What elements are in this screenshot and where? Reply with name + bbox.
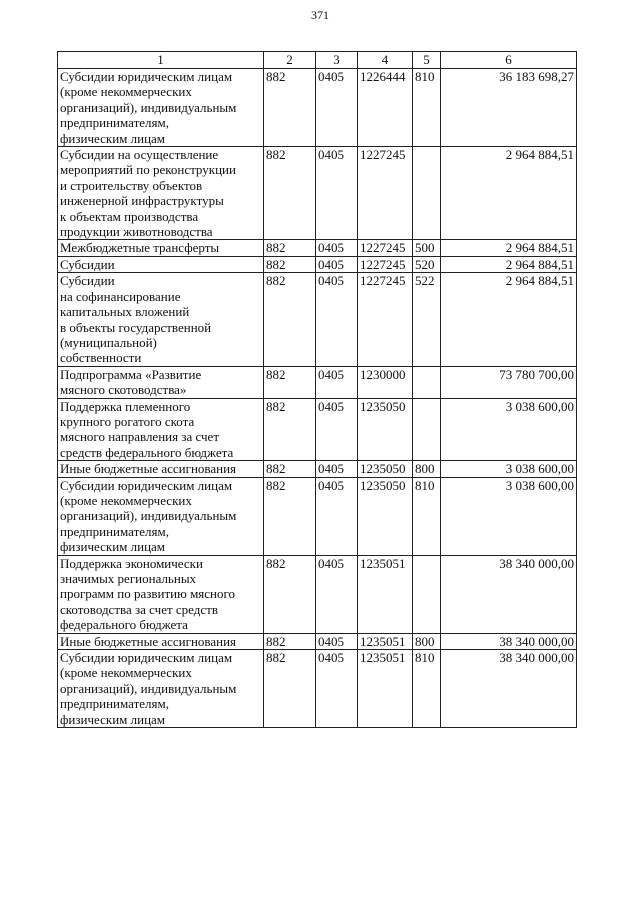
row-target-article: 1235050 (358, 461, 413, 477)
row-section: 0405 (316, 477, 358, 555)
row-target-article: 1235050 (358, 398, 413, 461)
row-target-article: 1235051 (358, 633, 413, 649)
row-section: 0405 (316, 366, 358, 398)
row-name: Межбюджетные трансферты (58, 240, 264, 256)
table-row (58, 240, 577, 256)
row-amount: 2 964 884,51 (441, 256, 577, 272)
row-name: Поддержка экономически значимых региональных программ по развитию мясного скотоводства за счет средств федерального бюджета (58, 555, 264, 633)
row-grbs: 882 (264, 366, 316, 398)
row-expense-type (413, 398, 441, 461)
row-name: Субсидии (58, 256, 264, 272)
row-target-article: 1226444 (358, 69, 413, 147)
header-col-5: 5 (413, 52, 441, 69)
row-name: Поддержка племенного крупного рогатого скота мясного направления за счет средств федерального бюджета (58, 398, 264, 461)
row-amount: 3 038 600,00 (441, 477, 577, 555)
row-grbs: 882 (264, 477, 316, 555)
table-row (58, 147, 577, 240)
row-section: 0405 (316, 398, 358, 461)
row-name: Подпрограмма «Развитие мясного скотоводства» (58, 366, 264, 398)
table-row (58, 477, 577, 555)
table-row (58, 366, 577, 398)
row-grbs: 882 (264, 240, 316, 256)
row-expense-type: 810 (413, 69, 441, 147)
row-target-article: 1227245 (358, 256, 413, 272)
row-target-article: 1230000 (358, 366, 413, 398)
row-amount: 36 183 698,27 (441, 69, 577, 147)
row-expense-type: 810 (413, 650, 441, 728)
row-expense-type (413, 555, 441, 633)
row-name: Субсидии юридическим лицам (кроме некоммерческих организаций), индивидуальным предпринимателям, физическим лицам (58, 69, 264, 147)
row-section: 0405 (316, 147, 358, 240)
row-expense-type: 800 (413, 461, 441, 477)
row-grbs: 882 (264, 398, 316, 461)
table-row (58, 555, 577, 633)
header-col-3: 3 (316, 52, 358, 69)
row-section: 0405 (316, 650, 358, 728)
row-target-article: 1235050 (358, 477, 413, 555)
row-name: Иные бюджетные ассигнования (58, 633, 264, 649)
row-section: 0405 (316, 633, 358, 649)
table-header (58, 52, 577, 69)
row-expense-type: 500 (413, 240, 441, 256)
page-number: 371 (311, 8, 329, 22)
header-col-1: 1 (58, 52, 264, 69)
row-amount: 3 038 600,00 (441, 461, 577, 477)
row-grbs: 882 (264, 650, 316, 728)
row-name: Субсидии юридическим лицам (кроме некоммерческих организаций), индивидуальным предпринимателям, физическим лицам (58, 477, 264, 555)
row-grbs: 882 (264, 256, 316, 272)
row-expense-type (413, 147, 441, 240)
row-amount: 38 340 000,00 (441, 555, 577, 633)
table-body (58, 69, 577, 728)
table-row (58, 461, 577, 477)
row-target-article: 1235051 (358, 650, 413, 728)
row-amount: 2 964 884,51 (441, 240, 577, 256)
header-col-6: 6 (441, 52, 577, 69)
row-section: 0405 (316, 461, 358, 477)
table-row (58, 69, 577, 147)
row-grbs: 882 (264, 555, 316, 633)
row-grbs: 882 (264, 633, 316, 649)
table-row (58, 650, 577, 728)
table-row (58, 398, 577, 461)
row-section: 0405 (316, 69, 358, 147)
row-section: 0405 (316, 256, 358, 272)
row-grbs: 882 (264, 147, 316, 240)
row-amount: 38 340 000,00 (441, 650, 577, 728)
row-expense-type: 520 (413, 256, 441, 272)
row-expense-type (413, 366, 441, 398)
row-grbs: 882 (264, 69, 316, 147)
row-amount: 2 964 884,51 (441, 147, 577, 240)
row-section: 0405 (316, 240, 358, 256)
row-name: Субсидии на осуществление мероприятий по реконструкции и строительству объектов инженерной инфраструктуры к объектам производства продукции животноводства (58, 147, 264, 240)
row-target-article: 1227245 (358, 273, 413, 366)
header-col-2: 2 (264, 52, 316, 69)
row-target-article: 1227245 (358, 240, 413, 256)
row-grbs: 882 (264, 273, 316, 366)
row-amount: 2 964 884,51 (441, 273, 577, 366)
row-name: Иные бюджетные ассигнования (58, 461, 264, 477)
row-amount: 38 340 000,00 (441, 633, 577, 649)
row-expense-type: 800 (413, 633, 441, 649)
row-expense-type: 522 (413, 273, 441, 366)
row-section: 0405 (316, 555, 358, 633)
row-section: 0405 (316, 273, 358, 366)
row-name: Субсидии на софинансирование капитальных вложений в объекты государственной (муниципальной) собственности (58, 273, 264, 366)
budget-table (57, 51, 577, 728)
header-col-4: 4 (358, 52, 413, 69)
row-name: Субсидии юридическим лицам (кроме некоммерческих организаций), индивидуальным предпринимателям, физическим лицам (58, 650, 264, 728)
table-row (58, 256, 577, 272)
header-row (58, 52, 577, 69)
table-row (58, 633, 577, 649)
row-amount: 3 038 600,00 (441, 398, 577, 461)
table-row (58, 273, 577, 366)
row-grbs: 882 (264, 461, 316, 477)
row-target-article: 1235051 (358, 555, 413, 633)
row-expense-type: 810 (413, 477, 441, 555)
row-target-article: 1227245 (358, 147, 413, 240)
row-amount: 73 780 700,00 (441, 366, 577, 398)
